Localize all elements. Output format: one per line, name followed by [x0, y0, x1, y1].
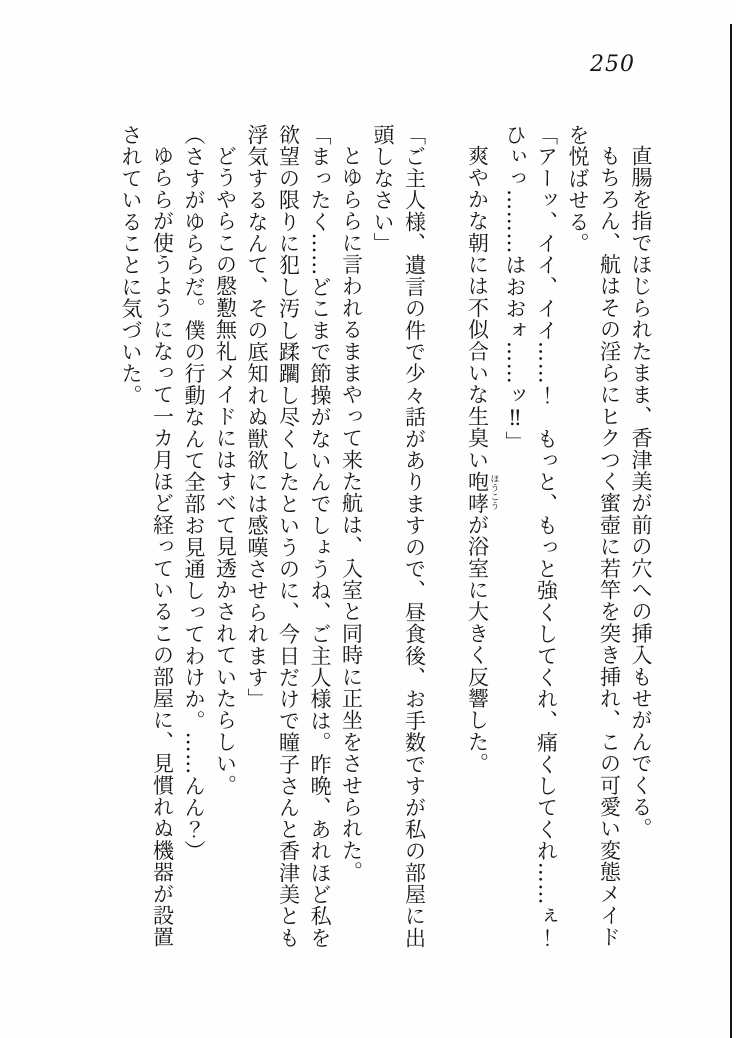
paragraph: もちろん、航はその淫らにヒクつく蜜壺に若竿を突き挿れ、この可愛い変態メイドを悦ばせる。: [566, 124, 622, 948]
paragraph: ゆららが使うようになって一カ月ほど経っているこの部屋に、見慣れぬ機器が設置されていることに気づいた。: [119, 124, 175, 948]
paragraph: 「ご主人様、遺言の件で少々話がありますので、昼食後、お手数ですが私の部屋に出頭しなさい」: [371, 124, 427, 949]
page-edge-line: [730, 24, 732, 1038]
furigana-ruby: 咆哮 ほうこう: [465, 470, 499, 514]
paragraph: 「まったく……どこまで節操がないんでしょうね、ご主人様は。昨晩、あれほど私を欲望の限りに犯し汚し蹂躙し尽くしたというのに、今日だけで瞳子さんと香津美とも浮気するなんて、その底知れぬ獣欲には感嘆させられます」: [245, 124, 332, 949]
paragraph: とゆららに言われるままやって来た航は、入室と同時に正坐をさせられた。: [339, 145, 364, 883]
paragraph: 「アーッ、イイ、イイ……！ もっと、もっと強くしてくれ、痛くしてくれ……ぇ！ひぃっ………はおおォ……ッ‼」: [503, 124, 559, 949]
vertical-text-columns: [96, 124, 656, 954]
page-number: 250: [590, 52, 635, 77]
paragraph: 直腸を指でほじられたまま、香津美が前の穴への挿入もせがんでくる。: [629, 145, 653, 840]
paragraph: どうやらこの慇懃無礼メイドにはすべて見透かされていたらしい。: [213, 145, 238, 796]
paragraph: 爽やかな朝には不似合いな生臭い咆哮 ほうこうが浴室に大きく反響した。: [465, 145, 499, 775]
paragraph: （さすがゆららだ。僕の行動なんて全部お見通しってわけか。……んん？）: [182, 124, 206, 862]
